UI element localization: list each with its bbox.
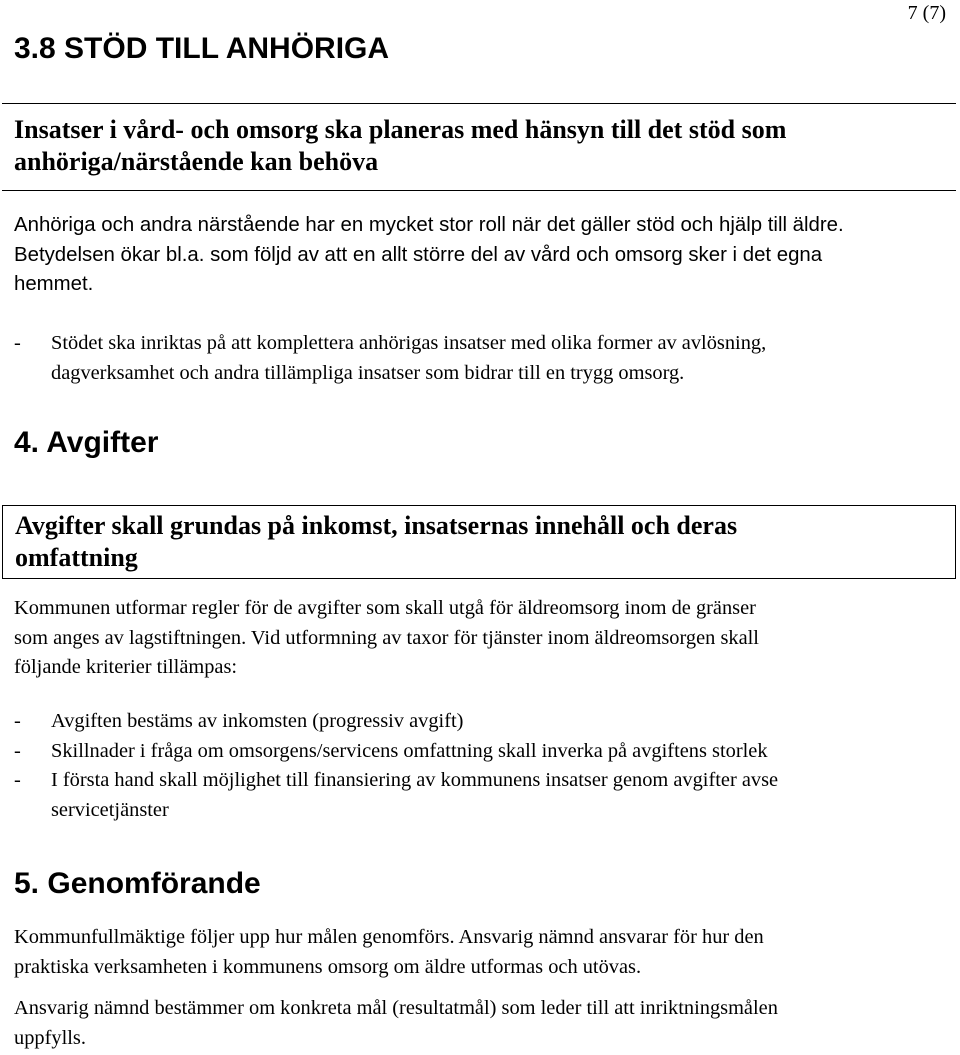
paragraph-5-2 (14, 994, 778, 1053)
bullet-line: Skillnader i fråga om omsorgens/servicens omfattning skall inverka på avgiftens storlek (51, 740, 768, 762)
paragraph-line: Anhöriga och andra närstående har en mycket stor roll när det gäller stöd och hjälp till äldre. (14, 214, 844, 236)
paragraph-line: Kommunfullmäktige följer upp hur målen genomförs. Ansvarig nämnd ansvarar för hur den (14, 926, 764, 948)
bullet-item (14, 737, 944, 767)
paragraph-line: som anges av lagstiftningen. Vid utformning av taxor för tjänster inom äldreomsorgen skall (14, 626, 759, 649)
paragraph-line: hemmet. (14, 273, 94, 295)
bullet-line: servicetjänster (51, 798, 169, 821)
paragraph-line: praktiska verksamheten i kommunens omsorg om äldre utformas och utövas. (14, 955, 642, 978)
paragraph-line: Kommunen utformar regler för de avgifter som skall utgå för äldreomsorg inom de gränser (14, 597, 756, 619)
box-title-line: Avgifter skall grundas på inkomst, insatsernas innehåll och deras (15, 511, 738, 540)
paragraph-4 (14, 594, 759, 683)
bullet-dash: - (14, 769, 21, 791)
bullet-item (14, 707, 944, 737)
bullet-dash: - (14, 332, 21, 354)
bullet-line: Stödet ska inriktas på att komplettera anhörigas insatser med olika former av avlösning, (51, 332, 767, 354)
paragraph-line: följande kriterier tillämpas: (14, 656, 238, 678)
paragraph-3-8 (14, 211, 844, 300)
box-title-line: omfattning (15, 543, 138, 572)
box-title-line: Insatser i vård- och omsorg ska planeras med hänsyn till det stöd som (14, 115, 787, 144)
bullet-dash: - (14, 710, 21, 732)
paragraph-5-1 (14, 923, 764, 982)
section-box-4 (2, 505, 956, 579)
bullet-line: Avgiften bestäms av inkomsten (progressiv avgift) (51, 710, 464, 732)
bullet-dash: - (14, 740, 21, 762)
page-number: 7 (7) (907, 2, 946, 24)
section-heading-5: 5. Genomförande (14, 867, 261, 900)
bullet-item (14, 329, 944, 389)
paragraph-line: uppfylls. (14, 1026, 86, 1049)
box-title (15, 510, 737, 574)
bullet-line: dagverksamhet och andra tillämpliga insatser som bidrar till en trygg omsorg. (51, 361, 685, 384)
box-title-line: anhöriga/närstående kan behöva (14, 147, 379, 176)
box-title (14, 114, 786, 178)
bullet-line: I första hand skall möjlighet till finansiering av kommunens insatser genom avgifter avse (51, 769, 779, 791)
bullet-item (14, 766, 944, 826)
paragraph-line: Ansvarig nämnd bestämmer om konkreta mål (resultatmål) som leder till att inriktningsmålen (14, 997, 778, 1019)
paragraph-line: Betydelsen ökar bl.a. som följd av att en allt större del av vård och omsorg sker i det egna (14, 243, 823, 266)
section-heading-3-8: 3.8 STÖD TILL ANHÖRIGA (14, 32, 390, 65)
section-heading-4: 4. Avgifter (14, 426, 159, 459)
section-box-3-8 (2, 103, 956, 191)
